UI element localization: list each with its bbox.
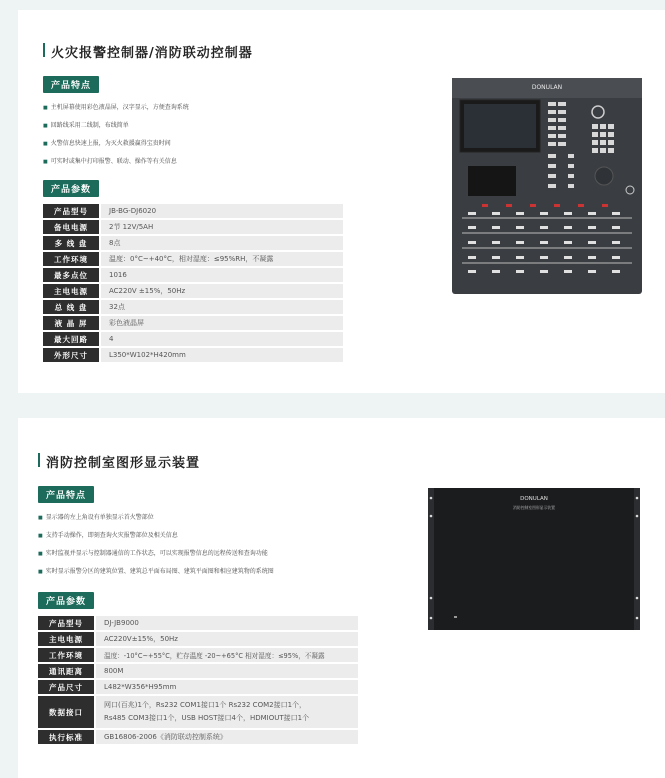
section-title: 消防控制室图形显示装置 [46,452,200,471]
table-row [38,632,358,646]
table-row [43,268,343,282]
table-row [38,664,358,678]
param-label: 多 线 盘 [43,236,99,250]
list-item: ■ 实时监视并显示与控制器通信的工作状态，可以实现报警信息的远程传送和查询功能 [38,550,274,568]
param-label: 数据接口 [38,696,94,728]
param-value: JB-BG-DJ6020 [101,204,343,218]
param-value-line: Rs485 COM3接口1个，USB HOST接口4个，HDMIOUT接口1个 [104,714,310,722]
list-item: ■ 可实时或集中打印报警、联动、操作等有关信息 [43,158,189,176]
param-label: 通讯距离 [38,664,94,678]
feature-list [43,104,189,176]
param-value: L350*W102*H420mm [101,348,343,362]
param-value: GB16806-2006《消防联动控制系统》 [96,730,358,744]
list-item: ■ 实时显示报警分区的建筑位置、建筑总平面布局图、建筑平面图和相应建筑物的系统图 [38,568,274,586]
param-label: 工作环境 [43,252,99,266]
param-value: 8点 [101,236,343,250]
table-row [38,680,358,694]
table-row [43,300,343,314]
param-value: AC220V ±15%，50Hz [101,284,343,298]
features-tag: 产品特点 [43,76,99,93]
param-value: 32点 [101,300,343,314]
param-label: 主电电源 [38,632,94,646]
params-table [43,204,343,364]
table-row [38,696,358,728]
param-label: 外形尺寸 [43,348,99,362]
table-row [38,730,358,744]
param-value: 彩色液晶屏 [101,316,343,330]
table-row [43,348,343,362]
section-title: 火灾报警控制器/消防联动控制器 [51,42,253,61]
param-label: 工作环境 [38,648,94,662]
graphic-display-device-image [428,488,640,630]
param-value: AC220V±15%，50Hz [96,632,358,646]
param-label: 最多点位 [43,268,99,282]
param-label: 产品型号 [43,204,99,218]
list-item: ■ 支持手动操作，即刻查询火灾报警部位及相关信息 [38,532,274,550]
list-item: ■ 显示器的左上角设有单独显示首火警部位 [38,514,274,532]
params-table [38,616,358,746]
param-label: 最大回路 [43,332,99,346]
device-brand: DONULAN [520,496,548,502]
param-value: 2节 12V/5AH [101,220,343,234]
param-label: 执行标准 [38,730,94,744]
table-row [43,220,343,234]
params-tag: 产品参数 [43,180,99,197]
params-tag: 产品参数 [38,592,94,609]
features-tag: 产品特点 [38,486,94,503]
param-value [96,696,358,728]
device-brand: DONULAN [531,84,563,91]
param-value: 温度：0°C~+40°C，相对湿度：≤95%RH，不凝露 [101,252,343,266]
param-value: 温度：-10°C~+55°C，贮存温度 -20~+65°C 相对湿度：≤95%，不凝露 [96,648,358,662]
param-value: DJ-JB9000 [96,616,358,630]
param-label: 产品尺寸 [38,680,94,694]
table-row [43,236,343,250]
table-row [38,648,358,662]
table-row [38,616,358,630]
device-subtitle: 消防控制室图形显示装置 [513,505,555,510]
list-item: ■ 主机屏幕使用彩色液晶屏，汉字显示，方便查询系统 [43,104,189,122]
product-panel-controller [18,10,665,393]
list-item: ■ 回路线采用二线制，布线简单 [43,122,189,140]
param-value: 1016 [101,268,343,282]
table-row [43,332,343,346]
product-panel-graphic-display [18,418,665,778]
table-row [43,316,343,330]
fire-alarm-controller-image [452,78,642,294]
param-value: 800M [96,664,358,678]
feature-list [38,514,274,586]
list-item: ■ 火警信息快速上报，为灭火救援赢得宝贵时间 [43,140,189,158]
param-label: 总 线 盘 [43,300,99,314]
param-label: 液 晶 屏 [43,316,99,330]
param-label: 产品型号 [38,616,94,630]
param-value-line: 网口(百兆)1个，Rs232 COM1接口1个 Rs232 COM2接口1个， [104,701,307,709]
param-value: L482*W356*H95mm [96,680,358,694]
table-row [43,204,343,218]
table-row [43,284,343,298]
param-label: 主电电源 [43,284,99,298]
param-label: 备电电源 [43,220,99,234]
param-value: 4 [101,332,343,346]
table-row [43,252,343,266]
